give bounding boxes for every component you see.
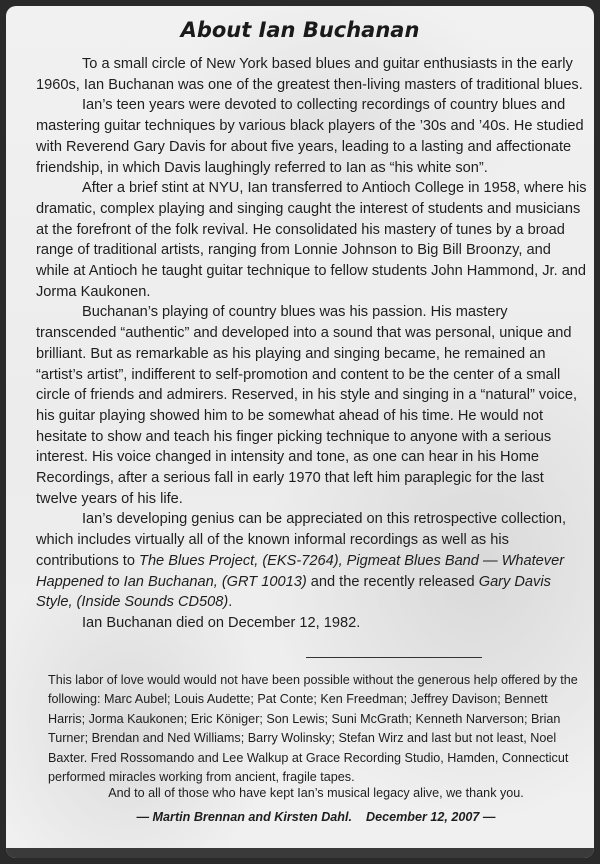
page-title: About Ian Buchanan: [180, 18, 420, 42]
text-run: and the recently released: [306, 573, 479, 590]
acknowledgements: This labor of love would would not have been possible without the generous help offered by the following: Marc Aubel; Louis Audette; Pat Conte; Ken Freedman; Jeffrey Davison; Bennett Harris; Jorma Kaukonen; Eric Königer; Son Lewis; Suni McGrath; Kenneth Narverson; Brian Turner; Brendan and Ned Williams; Barry Wolinsky; Stefan Wirz and last but not least, Noel Baxter. Fred Rossomando and Lee Walkup at Grace Recording Studio, Hamden, Connecticut performed miracles working from ancient, fragile tapes.: [48, 673, 578, 785]
paragraph: To a small circle of New York based blues and guitar enthusiasts in the early 1960s, Ian Buchanan was one of the greatest then-living masters of traditional blues.: [36, 56, 583, 93]
album-title: Gary Davis Style, (Inside Sounds CD508): [36, 573, 551, 611]
booklet-page: [6, 6, 594, 858]
paragraph: Ian Buchanan died on December 12, 1982.: [82, 614, 361, 631]
closing-line: And to all of those who have kept Ian’s musical legacy alive, we thank you.: [108, 786, 524, 800]
paragraph: Buchanan’s playing of country blues was his passion. His mastery transcended “authentic” and developed into a sound that was personal, unique and brilliant. But as remarkable as his playing and singing became, he remained an “artist’s artist”, indifferent to self-promotion and content to be the center of a small circle of friends and admirers. Reserved, in his style and singing in a “natural” voice, his guitar playing showed him to be somewhat ahead of his time. He would not hesitate to show and teach his finger picking technique to anyone with a serious interest. His voice changed in intensity and tone, as one can hear in his Home Recordings, after a serious fall in early 1970 that left him paraplegic for the last twelve years of his life.: [36, 304, 578, 507]
paragraph: Ian’s teen years were devoted to collecting recordings of country blues and mastering guitar techniques by various black players of the ’30s and ’40s. He studied with Reverend Gary Davis for about five years, leading to a lasting and affectionate friendship, in which Davis laughingly referred to Ian as “his white son”.: [36, 97, 584, 176]
page-edge: [6, 848, 594, 858]
text-run: Ian’s developing genius can be appreciated on this retrospective collection, which includes virtually all of the known informal recordings as well as his contributions to: [36, 511, 567, 569]
divider: [306, 657, 482, 658]
paragraph: [36, 509, 588, 613]
paragraph: After a brief stint at NYU, Ian transferred to Antioch College in 1958, where his dramatic, complex playing and singing caught the interest of students and musicians at the forefront of the folk revival. He consolidated his mastery of tunes by a broad range of traditional artists, ranging from Lonnie Johnson to Big Bill Broonzy, and while at Antioch he taught guitar technique to fellow students John Hammond, Jr. and Jorma Kaukonen.: [36, 180, 587, 300]
signature: — Martin Brennan and Kirsten Dahl. December 12, 2007 —: [136, 810, 496, 824]
album-title: The Blues Project, (EKS-7264), Pigmeat Blues Band — Whatever Happened to Ian Buchanan, (GRT 10013): [36, 552, 565, 590]
biography-text: [36, 54, 588, 634]
text-run: .: [228, 594, 233, 611]
